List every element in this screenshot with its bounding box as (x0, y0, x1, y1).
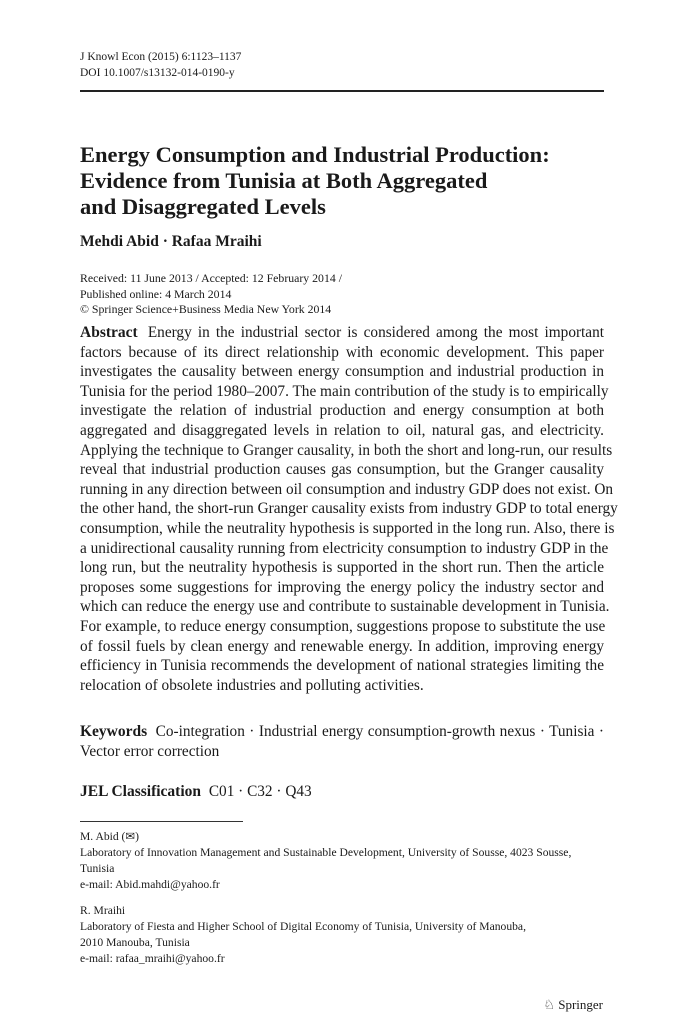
title-line: Energy Consumption and Industrial Production: (80, 142, 550, 167)
affiliation: Laboratory of Fiesta and Higher School of Digital Economy of Tunisia, University of Manouba, (80, 920, 526, 933)
header-rule (80, 90, 604, 92)
email[interactable]: e-mail: rafaa_mraihi@yahoo.fr (80, 952, 225, 965)
publisher-logo (543, 997, 603, 1013)
publication-dates (80, 271, 342, 318)
received-accepted: Received: 11 June 2013 / Accepted: 12 February 2014 / (80, 271, 342, 285)
doi: DOI 10.1007/s13132-014-0190-y (80, 67, 235, 79)
abstract-line: factors because of its direct relationship with economic development. This paper (80, 343, 604, 361)
abstract-line: reveal that industrial production causes gas consumption, but the Granger causality (80, 461, 604, 479)
published-online: Published online: 4 March 2014 (80, 286, 232, 301)
abstract-line: the other hand, the short-run Granger causality exists from industry GDP to total energy (80, 500, 618, 518)
abstract-line: Applying the technique to Granger causality, in both the short and long-run, our results (80, 441, 613, 459)
affiliation: Tunisia (80, 862, 115, 875)
affiliation-mraihi (80, 903, 526, 967)
affiliation: Laboratory of Innovation Management and Sustainable Development, University of Sousse, 4023 Sousse, (80, 846, 572, 859)
affiliation: 2010 Manouba, Tunisia (80, 936, 190, 949)
jel-label: JEL Classification (80, 783, 202, 800)
publisher-name: Springer (558, 997, 603, 1012)
abstract-line: Tunisia for the period 1980–2007. The main contribution of the study is to empirically (80, 382, 609, 400)
abstract-line: of fossil fuels by clean energy and renewable energy. In addition, improving energy (80, 637, 604, 655)
abstract-line: consumption, while the neutrality hypothesis is supported in the long run. Also, there is (80, 519, 615, 537)
abstract-line: investigates the causality between energy consumption and industrial production in (80, 363, 604, 381)
abstract-line: a unidirectional causality running from electricity consumption to industry GDP in the (80, 539, 609, 557)
abstract-line: running in any direction between oil consumption and industry GDP does not exist. On (80, 480, 614, 498)
title-line: Evidence from Tunisia at Both Aggregated (80, 168, 488, 193)
journal-citation: J Knowl Econ (2015) 6:1123–1137 (80, 51, 242, 63)
abstract-label: Abstract (80, 324, 138, 341)
footnote-rule (80, 821, 243, 822)
abstract-line: For example, to reduce energy consumption, suggestions propose to substitute the use (80, 617, 606, 635)
abstract-text: Energy in the industrial sector is considered among the most important (147, 324, 604, 341)
abstract-line: investigate the relation of industrial production and energy consumption at both (80, 402, 604, 420)
paper-title (80, 142, 550, 220)
copyright: © Springer Science+Business Media New York 2014 (80, 302, 332, 316)
abstract-line (80, 323, 604, 343)
springer-horse-icon: ♘ (543, 997, 555, 1012)
keywords-text: Vector error correction (80, 742, 220, 760)
keywords (80, 722, 604, 761)
keywords-label: Keywords (80, 723, 148, 740)
abstract-line: relocation of obsolete industries and polluting activities. (80, 676, 424, 694)
abstract-line: which can reduce the energy use and contribute to sustainable development in Tunisia. (80, 598, 610, 616)
jel-classification (80, 782, 604, 802)
title-line: and Disaggregated Levels (80, 194, 326, 219)
author-name: R. Mraihi (80, 904, 126, 917)
keywords-text: Co-integration · Industrial energy consumption-growth nexus · Tunisia · (155, 723, 604, 740)
abstract (80, 323, 618, 695)
authors: Mehdi Abid · Rafaa Mraihi (80, 233, 262, 250)
affiliation-abid (80, 829, 571, 893)
email[interactable]: e-mail: Abid.mahdi@yahoo.fr (80, 878, 220, 891)
jel-codes: C01 · C32 · Q43 (208, 783, 312, 800)
abstract-line: efficiency in Tunisia recommends the development of national strategies limiting the (80, 657, 604, 675)
journal-header (80, 49, 241, 81)
abstract-line: long run, but the neutrality hypothesis is supported in the short run. Then the article (80, 559, 604, 577)
abstract-line: proposes some suggestions for improving the energy policy the industry sector and (80, 578, 604, 596)
author-name: M. Abid (✉) (80, 830, 139, 843)
abstract-line: aggregated and disaggregated levels in relation to oil, natural gas, and electricity. (80, 421, 604, 439)
